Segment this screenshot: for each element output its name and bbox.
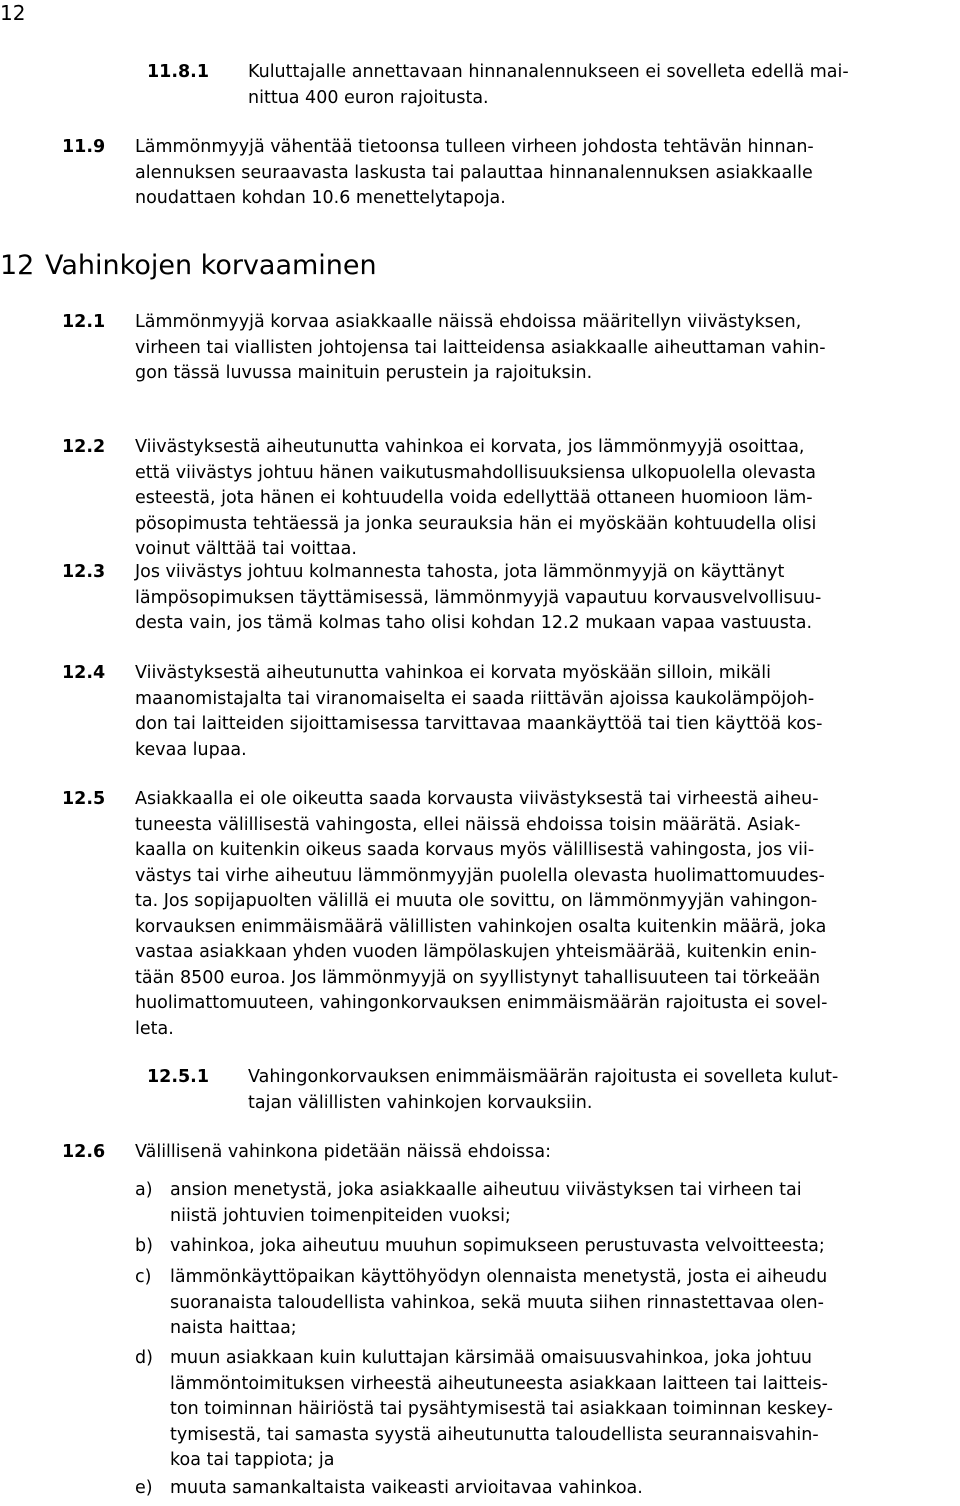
text-line: tajan välillisten vahinkojen korvauksiin. <box>248 1092 593 1113</box>
text-line: Viivästyksestä aiheutunutta vahinkoa ei korvata, jos lämmönmyyjä osoittaa, <box>135 437 805 457</box>
text-line: noudattaen kohdan 10.6 menettelytapoja. <box>135 188 506 208</box>
text-line: virheen tai viallisten johtojensa tai laitteidensa asiakkaalle aiheuttaman vahin- <box>135 337 826 358</box>
clause-number: 12.6 <box>62 1142 106 1162</box>
clause-12-1 <box>62 310 952 387</box>
text-line: esteestä, jota hänen ei kohtuudella voida edellyttää ottaneen huomioon läm- <box>135 488 813 508</box>
text-line: kevaa lupaa. <box>135 739 247 760</box>
clause-number: 12.1 <box>62 312 106 332</box>
text-line: pösopimusta tehtäessä ja jonka seurauksia hän ei myöskään kohtuudella olisi <box>135 513 817 534</box>
text-line: leta. <box>135 1018 174 1039</box>
clause-12-4 <box>62 661 952 763</box>
text-line: muuta samankaltaista vaikeasti arvioitavaa vahinkoa. <box>170 1478 643 1498</box>
clause-12-2 <box>62 435 952 563</box>
list-item-e <box>135 1476 953 1502</box>
list-marker: e) <box>135 1478 153 1498</box>
clause-12-5 <box>62 787 952 1042</box>
clause-number: 12.5 <box>62 789 106 809</box>
clause-number: 11.8.1 <box>147 62 210 82</box>
list-marker: a) <box>135 1180 153 1200</box>
text-line: tään 8500 euroa. Jos lämmönmyyjä on syyllistynyt tahallisuuteen tai törkeään <box>135 967 821 988</box>
text-line: Jos viivästys johtuu kolmannesta tahosta, jota lämmönmyyjä on käyttänyt <box>135 562 785 582</box>
text-line: desta vain, jos tämä kolmas taho olisi kohdan 12.2 mukaan vapaa vastuusta. <box>135 613 813 633</box>
list-item-a <box>135 1178 953 1229</box>
text-line: Lämmönmyyjä vähentää tietoonsa tulleen virheen johdosta tehtävän hinnan- <box>135 137 814 157</box>
text-line: Viivästyksestä aiheutunutta vahinkoa ei korvata myöskään silloin, mikäli <box>135 663 771 683</box>
clause-12-5-1 <box>147 1065 953 1116</box>
text-line: että viivästys johtuu hänen vaikutusmahdollisuuksiensa ulkopuolella olevasta <box>135 462 817 483</box>
text-line: tuneesta välillisestä vahingosta, ellei näissä ehdoissa toisin määrätä. Asiak- <box>135 814 801 835</box>
text-line: ansion menetystä, joka asiakkaalle aiheutuu viivästyksen tai virheen tai <box>170 1180 802 1200</box>
text-line: niistä johtuvien toimenpiteiden vuoksi; <box>170 1205 511 1226</box>
section-number: 12 <box>0 250 35 281</box>
clause-12-6 <box>62 1140 952 1166</box>
list-marker: d) <box>135 1348 153 1368</box>
clause-12-3 <box>62 560 952 637</box>
text-line: lämmöntoimituksen virheestä aiheutuneesta asiakkaan laitteen tai laitteis- <box>170 1373 828 1394</box>
text-line: korvauksen enimmäismäärä välillisten vahinkojen osalta kuitenkin määrä, joka <box>135 916 827 937</box>
clause-11-8-1 <box>147 60 953 111</box>
text-line: voinut välttää tai voittaa. <box>135 539 357 559</box>
text-line: vastaa asiakkaan yhden vuoden lämpölaskujen yhteismäärää, kuitenkin enin- <box>135 942 817 962</box>
text-line: tymisestä, tai samasta syystä aiheutunutta taloudellista seurannaisvahin- <box>170 1424 819 1445</box>
list-item-c <box>135 1265 953 1342</box>
clause-number: 12.5.1 <box>147 1067 210 1087</box>
clause-number: 12.3 <box>62 562 106 582</box>
text-line: lämpösopimuksen täyttämisessä, lämmönmyyjä vapautuu korvausvelvollisuu- <box>135 587 822 608</box>
clause-number: 12.2 <box>62 437 106 457</box>
list-item-d <box>135 1346 953 1474</box>
list-marker: b) <box>135 1236 153 1256</box>
text-line: Lämmönmyyjä korvaa asiakkaalle näissä ehdoissa määritellyn viivästyksen, <box>135 312 802 332</box>
text-line: vahinkoa, joka aiheutuu muuhun sopimukseen perustuvasta velvoitteesta; <box>170 1236 825 1256</box>
page-number: 12 <box>0 1 26 25</box>
clause-number: 11.9 <box>62 137 106 157</box>
text-line: maanomistajalta tai viranomaiselta ei saada riittävän ajoissa kaukolämpöjoh- <box>135 688 815 709</box>
list-marker: c) <box>135 1267 152 1287</box>
text-line: nittua 400 euron rajoitusta. <box>248 87 489 108</box>
text-line: ton toiminnan häiriöstä tai pysähtymisestä tai asiakkaan toiminnan keskey- <box>170 1399 833 1419</box>
text-line: don tai laitteiden sijoittamisessa tarvittavaa maankäyttöä tai tien käyttöä kos- <box>135 714 823 734</box>
text-line: Vahingonkorvauksen enimmäismäärän rajoitusta ei sovelleta kulut- <box>248 1067 839 1087</box>
text-line: kaalla on kuitenkin oikeus saada korvaus myös välillisestä vahingosta, jos vii- <box>135 840 815 860</box>
section-title: Vahinkojen korvaaminen <box>45 250 377 281</box>
text-line: huolimattomuuteen, vahingonkorvauksen enimmäismäärän rajoitusta ei sovel- <box>135 993 828 1013</box>
clause-number: 12.4 <box>62 663 106 683</box>
text-line: västys tai virhe aiheutuu lämmönmyyjän puolella olevasta huolimattomuudes- <box>135 865 825 886</box>
section-heading <box>0 248 377 284</box>
text-line: muun asiakkaan kuin kuluttajan kärsimää omaisuusvahinkoa, joka johtuu <box>170 1348 813 1368</box>
text-line: lämmönkäyttöpaikan käyttöhyödyn olennaista menetystä, josta ei aiheudu <box>170 1267 828 1287</box>
text-line: Välillisenä vahinkona pidetään näissä ehdoissa: <box>135 1142 552 1162</box>
text-line: suoranaista taloudellista vahinkoa, sekä muuta siihen rinnastettavaa olen- <box>170 1292 824 1313</box>
text-line: ta. Jos sopijapuolten välillä ei muuta ole sovittu, on lämmönmyyjän vahingon- <box>135 891 818 911</box>
text-line: gon tässä luvussa mainituin perustein ja rajoituksin. <box>135 363 593 383</box>
clause-11-9 <box>62 135 952 212</box>
text-line: Asiakkaalla ei ole oikeutta saada korvausta viivästyksestä tai virheestä aiheu- <box>135 789 819 809</box>
text-line: alennuksen seuraavasta laskusta tai palauttaa hinnanalennuksen asiakkaalle <box>135 162 813 183</box>
list-item-b <box>135 1234 953 1260</box>
text-line: naista haittaa; <box>170 1318 297 1338</box>
text-line: koa tai tappiota; ja <box>170 1450 335 1470</box>
text-line: Kuluttajalle annettavaan hinnanalennukseen ei sovelleta edellä mai- <box>248 62 849 82</box>
